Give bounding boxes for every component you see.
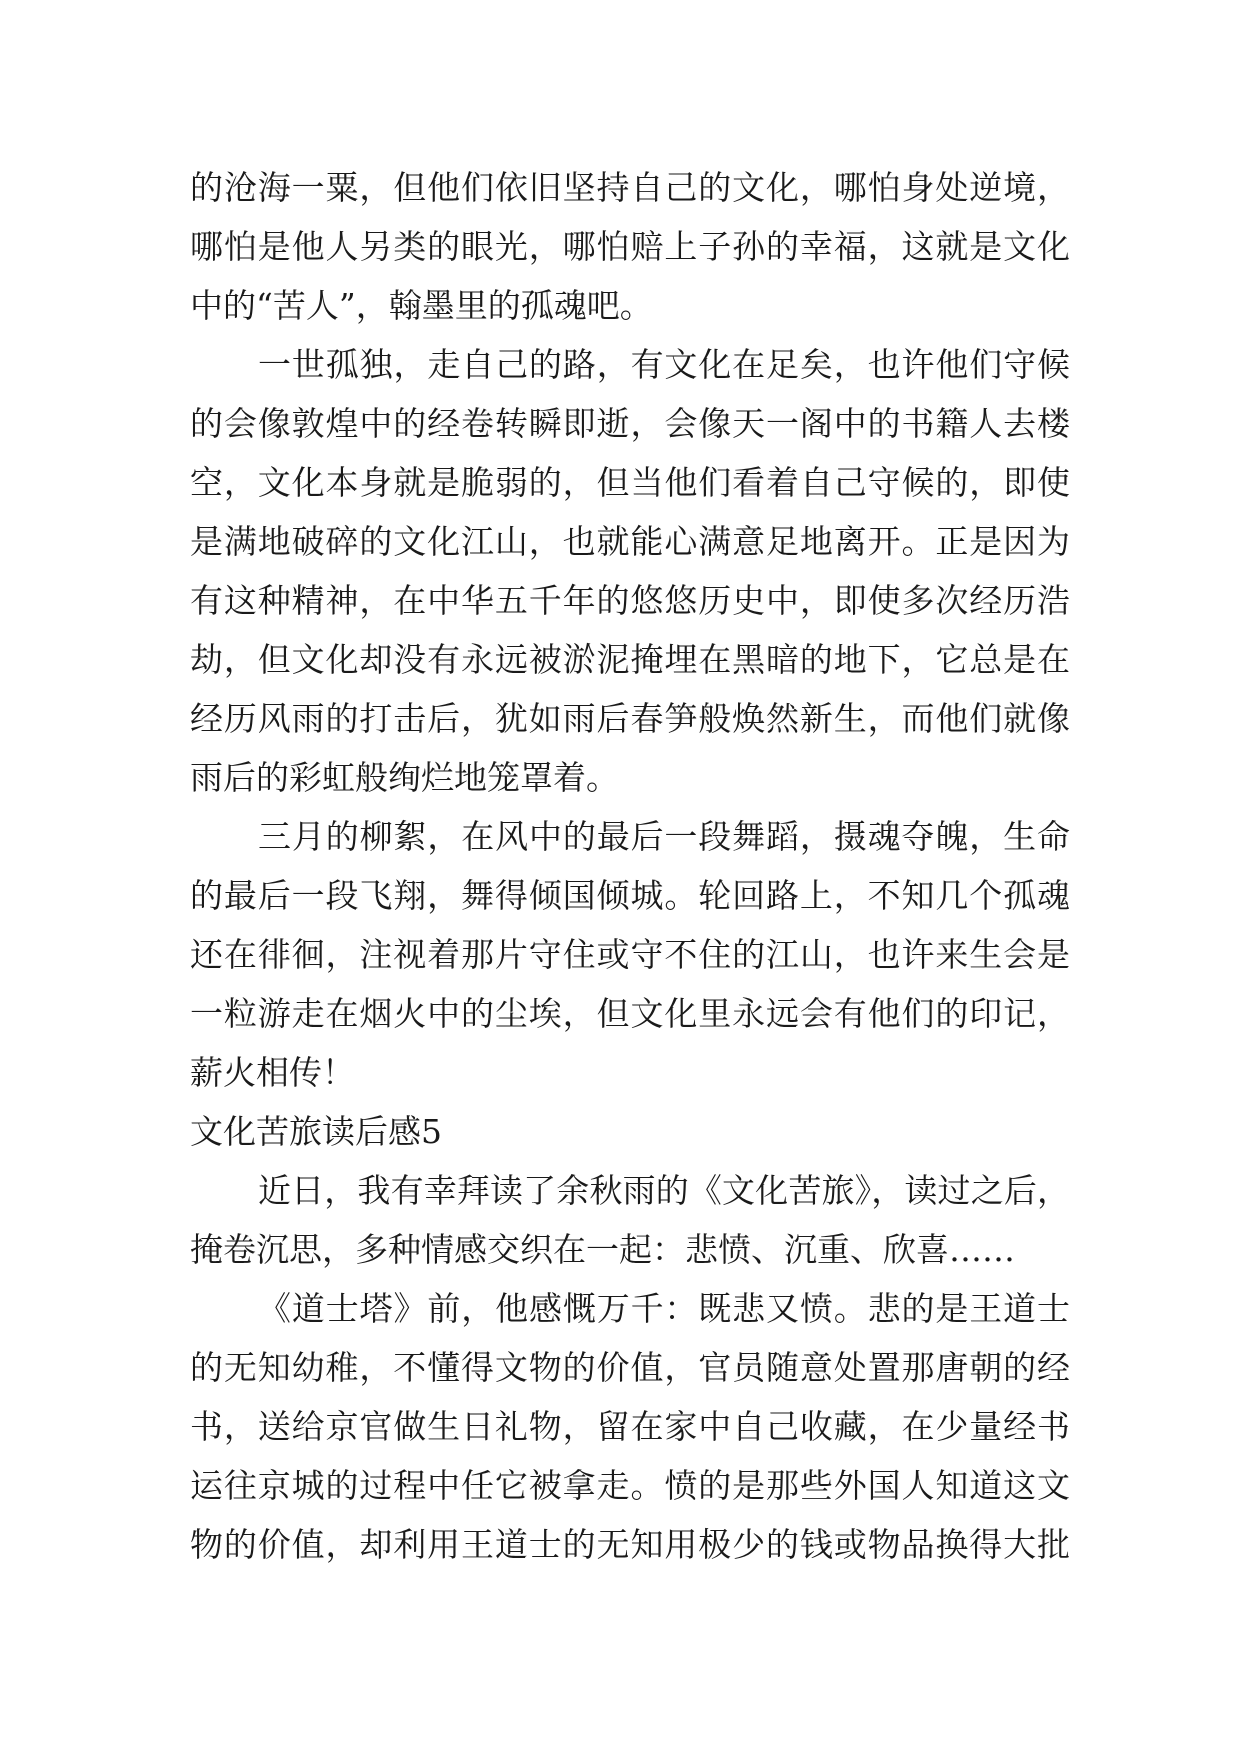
text-line: 的沧海一粟，但他们依旧坚持自己的文化，哪怕身处逆境， [190,168,1070,207]
text-line: 有这种精神，在中华五千年的悠悠历史中，即使多次经历浩 [190,581,1070,620]
text-line: 哪怕是他人另类的眼光，哪怕赔上子孙的幸福，这就是文化 [190,227,1070,266]
text-line: 书，送给京官做生日礼物，留在家中自己收藏，在少量经书 [190,1407,1070,1446]
text-line: 的最后一段飞翔，舞得倾国倾城。轮回路上，不知几个孤魂 [190,876,1070,915]
text-line: 的无知幼稚，不懂得文物的价值，官员随意处置那唐朝的经 [190,1348,1070,1387]
text-line: 物的价值，却利用王道士的无知用极少的钱或物品换得大批 [190,1525,1070,1564]
text-line: 《道士塔》前，他感慨万千：既悲又愤。悲的是王道士 [258,1289,1070,1328]
text-line: 三月的柳絮，在风中的最后一段舞蹈，摄魂夺魄，生命 [258,817,1070,856]
text-line: 运往京城的过程中任它被拿走。愤的是那些外国人知道这文 [190,1466,1070,1505]
section-heading: 文化苦旅读后感5 [190,1112,442,1151]
text-line: 雨后的彩虹般绚烂地笼罩着。 [190,758,619,797]
text-line: 薪火相传！ [190,1053,355,1092]
document-body [190,158,1070,1574]
text-line: 近日，我有幸拜读了余秋雨的《文化苦旅》，读过之后， [258,1171,1070,1210]
text-line: 劫，但文化却没有永远被淤泥掩埋在黑暗的地下，它总是在 [190,640,1070,679]
text-line: 空，文化本身就是脆弱的，但当他们看着自己守候的，即使 [190,463,1070,502]
text-line: 是满地破碎的文化江山，也就能心满意足地离开。正是因为 [190,522,1070,561]
text-line: 经历风雨的打击后，犹如雨后春笋般焕然新生，而他们就像 [190,699,1070,738]
text-line: 掩卷沉思，多种情感交织在一起：悲愤、沉重、欣喜…… [190,1230,1015,1269]
text-line: 还在徘徊，注视着那片守住或守不住的江山，也许来生会是 [190,935,1070,974]
text-line: 一粒游走在烟火中的尘埃，但文化里永远会有他们的印记， [190,994,1070,1033]
text-line: 一世孤独，走自己的路，有文化在足矣，也许他们守候 [258,345,1070,384]
text-line: 中的“苦人”，翰墨里的孤魂吧。 [190,286,653,325]
text-line: 的会像敦煌中的经卷转瞬即逝，会像天一阁中的书籍人去楼 [190,404,1070,443]
